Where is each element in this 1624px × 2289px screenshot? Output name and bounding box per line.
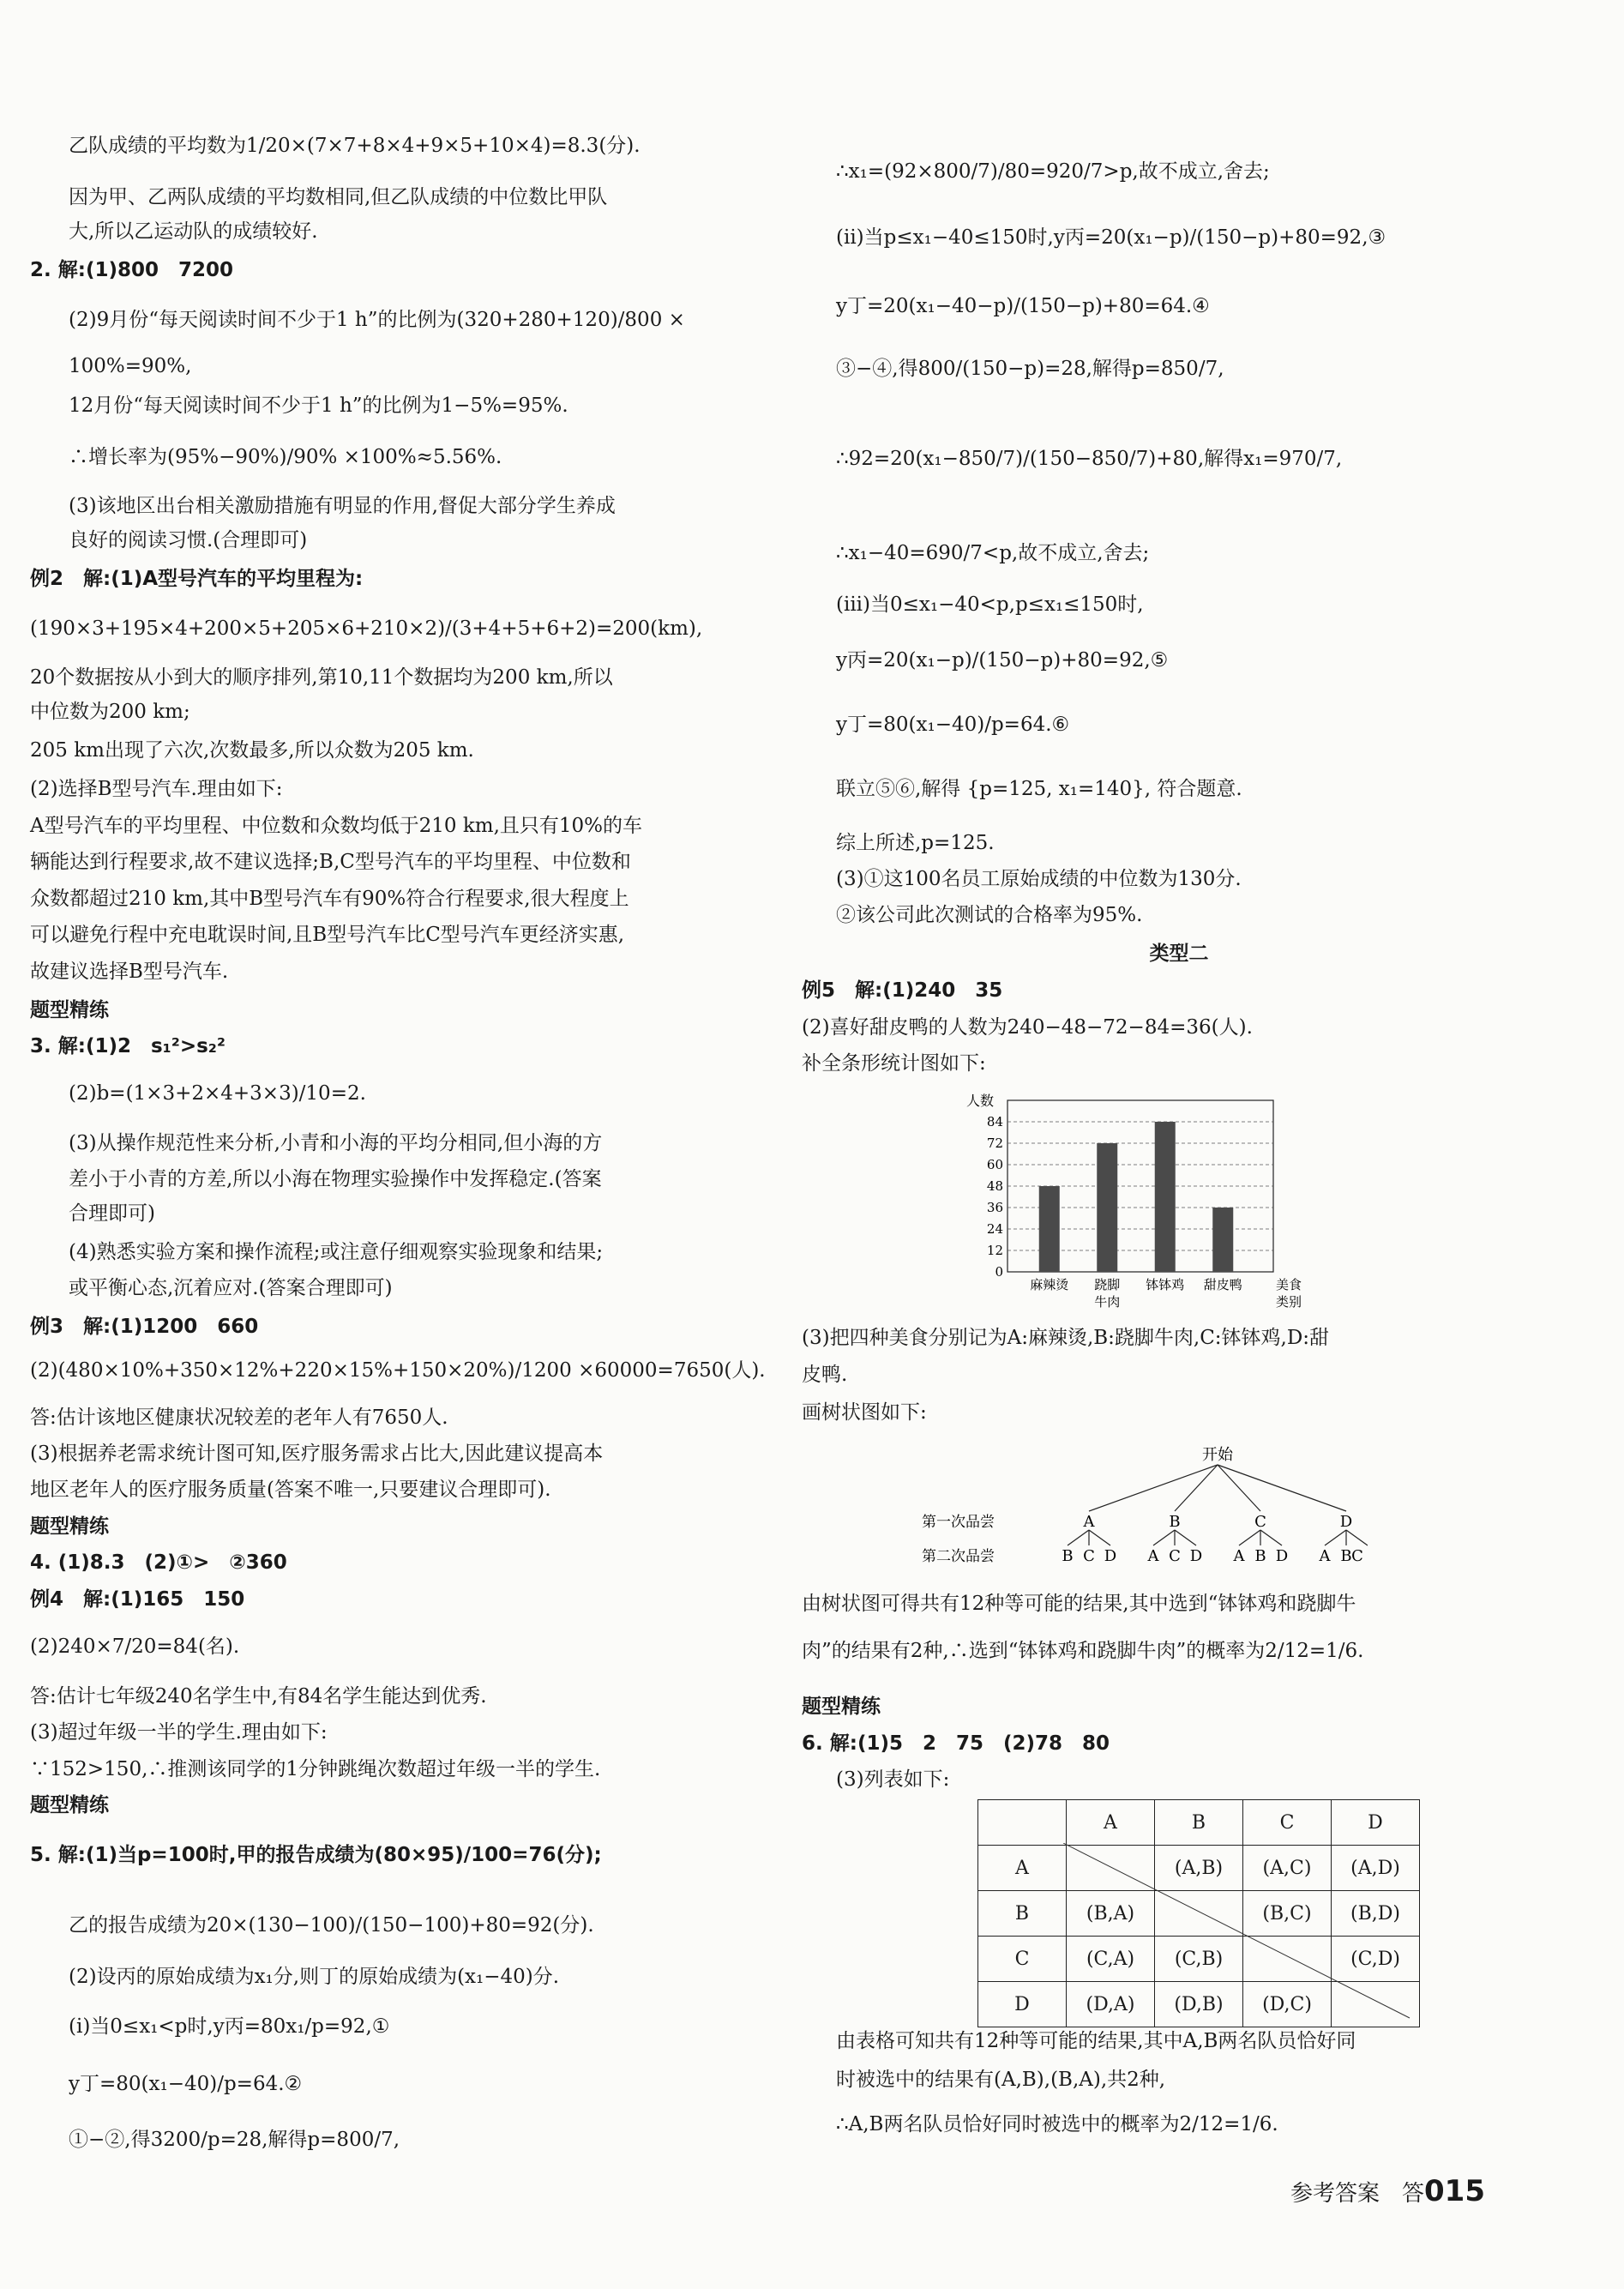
text-line: (2)240×7/20=84(名).: [30, 1635, 240, 1658]
y-axis-label: 人数: [966, 1093, 995, 1109]
problem-5-heading: 5. 解:(1)当p=100时,甲的报告成绩为(80×95)/100=76(分);: [30, 1844, 602, 1866]
problem-4-heading: 4. (1)8.3 (2)①> ②360: [30, 1551, 287, 1574]
x-tick-label: 甜皮鸭: [1203, 1277, 1242, 1292]
text-line: ∴增长率为(95%−90%)/90% ×100%≈5.56%.: [69, 446, 502, 468]
text-line: 12月份“每天阅读时间不少于1 h”的比例为1−5%=95%.: [69, 395, 568, 417]
text-line: 答:估计七年级240名学生中,有84名学生能达到优秀.: [30, 1685, 487, 1708]
bar: [1155, 1122, 1176, 1272]
text-line: (iii)当0≤x₁−40<p,p≤x₁≤150时,: [836, 593, 1144, 616]
section-heading: 题型精练: [30, 1794, 109, 1816]
tree-leaf: A: [1233, 1547, 1245, 1565]
text-line: ②该公司此次测试的合格率为95%.: [836, 904, 1143, 926]
text-line: 乙队成绩的平均数为1/20×(7×7+8×4+9×5+10×4)=8.3(分).: [69, 135, 641, 157]
text-line: (3)根据养老需求统计图可知,医疗服务需求占比大,因此建议提高本: [30, 1443, 604, 1465]
x-axis-label: 美食: [1275, 1277, 1302, 1292]
text-line: (2)喜好甜皮鸭的人数为240−48−72−84=36(人).: [802, 1016, 1253, 1039]
table-row-label: B: [978, 1891, 1067, 1937]
y-tick-label: 0: [995, 1264, 1003, 1280]
tree-leaf: C: [1083, 1547, 1095, 1565]
text-line: 故建议选择B型号汽车.: [30, 961, 229, 983]
table-cell: (D,A): [1067, 1982, 1155, 2027]
text-line: 良好的阅读习惯.(合理即可): [69, 529, 308, 551]
text-line: 差小于小青的方差,所以小海在物理实验操作中发挥稳定.(答案: [69, 1168, 602, 1190]
text-line: (2)9月份“每天阅读时间不少于1 h”的比例为(320+280+120)/800 ×: [69, 309, 685, 331]
bar: [1097, 1143, 1117, 1272]
tree-leaf: C: [1351, 1547, 1363, 1565]
text-line: 大,所以乙运动队的成绩较好.: [69, 220, 318, 243]
y-tick-label: 72: [986, 1135, 1003, 1151]
table-cell: (A,D): [1332, 1846, 1420, 1891]
table-header: D: [1332, 1800, 1420, 1846]
tree-root: 开始: [1202, 1446, 1233, 1464]
table-cell: (D,C): [1243, 1982, 1332, 2027]
table-header: C: [1243, 1800, 1332, 1846]
text-line: (4)熟悉实验方案和操作流程;或注意仔细观察实验现象和结果;: [69, 1241, 604, 1263]
text-line: ∵152>150,∴推测该同学的1分钟跳绳次数超过年级一半的学生.: [30, 1758, 601, 1780]
table-cell: (C,B): [1155, 1937, 1243, 1982]
text-line: 可以避免行程中充电耽误时间,且B型号汽车比C型号汽车更经济实惠,: [30, 924, 625, 946]
tree-node: C: [1254, 1513, 1266, 1531]
tree-level2-label: 第二次品尝: [922, 1548, 995, 1565]
text-line: (i)当0≤x₁<p时,y丙=80x₁/p=92,①: [69, 2015, 390, 2038]
text-line: 中位数为200 km;: [30, 701, 190, 723]
text-line: y丁=80(x₁−40)/p=64.⑥: [836, 714, 1070, 736]
text-line: 205 km出现了六次,次数最多,所以众数为205 km.: [30, 739, 474, 762]
bar: [1039, 1186, 1060, 1272]
tree-diagram: [922, 1441, 1368, 1578]
text-line: 综上所述,p=125.: [836, 832, 995, 854]
table-cell: (C,A): [1067, 1937, 1155, 1982]
text-line: 联立⑤⑥,解得 {p=125, x₁=140}, 符合题意.: [836, 778, 1242, 800]
x-tick-label: 钵钵鸡: [1146, 1277, 1185, 1292]
table-header: A: [1067, 1800, 1155, 1846]
text-line: y丙=20(x₁−p)/(150−p)+80=92,⑤: [836, 649, 1169, 672]
table-cell: (D,B): [1155, 1982, 1243, 2027]
table-cell: (B,A): [1067, 1891, 1155, 1937]
tree-leaf: D: [1275, 1547, 1289, 1565]
tree-leaf: A: [1147, 1547, 1159, 1565]
tree-leaf: A: [1319, 1547, 1331, 1565]
tree-leaf: B: [1254, 1547, 1266, 1565]
table-corner: [978, 1800, 1067, 1846]
problem-6-heading: 6. 解:(1)5 2 75 (2)78 80: [802, 1732, 1110, 1755]
section-heading: 题型精练: [30, 999, 109, 1021]
text-line: y丁=80(x₁−40)/p=64.②: [69, 2073, 303, 2095]
text-line: y丁=20(x₁−40−p)/(150−p)+80=64.④: [836, 295, 1210, 317]
text-line: (3)从操作规范性来分析,小青和小海的平均分相同,但小海的方: [69, 1132, 603, 1154]
tree-leaf: C: [1169, 1547, 1181, 1565]
text-line: (3)该地区出台相关激励措施有明显的作用,督促大部分学生养成: [69, 495, 616, 517]
tree-leaf: B: [1062, 1547, 1074, 1565]
text-line: 由树状图可得共有12种等可能的结果,其中选到“钵钵鸡和跷脚牛: [802, 1593, 1356, 1615]
tree-node: D: [1339, 1513, 1353, 1531]
type-2-heading: 类型二: [1149, 943, 1209, 965]
text-line: ①−②,得3200/p=28,解得p=800/7,: [69, 2129, 400, 2151]
page-number: 015: [1424, 2174, 1485, 2208]
text-line: 地区老年人的医疗服务质量(答案不唯一,只要建议合理即可).: [30, 1479, 551, 1501]
text-line: 因为甲、乙两队成绩的平均数相同,但乙队成绩的中位数比甲队: [69, 186, 608, 208]
text-line: 补全条形统计图如下:: [802, 1052, 986, 1075]
text-line: 20个数据按从小到大的顺序排列,第10,11个数据均为200 km,所以: [30, 666, 613, 689]
x-tick-label: 麻辣烫: [1030, 1277, 1069, 1292]
text-line: ∴92=20(x₁−850/7)/(150−850/7)+80,解得x₁=970/7,: [836, 448, 1343, 470]
problem-3-heading: 3. 解:(1)2 s₁²>s₂²: [30, 1035, 226, 1057]
text-line: 肉”的结果有2种,∴选到“钵钵鸡和跷脚牛肉”的概率为2/12=1/6.: [802, 1640, 1364, 1662]
tree-leaf: D: [1104, 1547, 1117, 1565]
text-line: 由表格可知共有12种等可能的结果,其中A,B两名队员恰好同: [836, 2030, 1356, 2052]
tree-leaf: D: [1189, 1547, 1203, 1565]
x-tick-label: 牛肉: [1094, 1294, 1121, 1310]
x-tick-label: 跷脚: [1094, 1277, 1121, 1292]
table-header: B: [1155, 1800, 1243, 1846]
table-cell: (C,D): [1332, 1937, 1420, 1982]
text-line: (3)把四种美食分别记为A:麻辣烫,B:跷脚牛肉,C:钵钵鸡,D:甜: [802, 1327, 1330, 1349]
table-cell: (A,C): [1243, 1846, 1332, 1891]
footer-label: 参考答案 答: [1290, 2181, 1425, 2207]
text-line: (ii)当p≤x₁−40≤150时,y丙=20(x₁−p)/(150−p)+80=92,③: [836, 226, 1386, 249]
example-4-heading: 例4 解:(1)165 150: [30, 1588, 245, 1611]
x-axis-label: 类别: [1275, 1294, 1302, 1310]
text-line: (2)(480×10%+350×12%+220×15%+150×20%)/1200 ×60000=7650(人).: [30, 1359, 766, 1382]
text-line: 或平衡心态,沉着应对.(答案合理即可): [69, 1277, 393, 1299]
text-line: (3)①这100名员工原始成绩的中位数为130分.: [836, 868, 1242, 890]
text-line: ∴x₁=(92×800/7)/80=920/7>p,故不成立,舍去;: [836, 160, 1270, 183]
text-line: ③−④,得800/(150−p)=28,解得p=850/7,: [836, 358, 1224, 380]
example-5-heading: 例5 解:(1)240 35: [802, 979, 1003, 1002]
section-heading: 题型精练: [802, 1696, 881, 1718]
y-tick-label: 60: [986, 1157, 1003, 1172]
table-cell: (B,D): [1332, 1891, 1420, 1937]
table-row-label: A: [978, 1846, 1067, 1891]
text-line: (2)设丙的原始成绩为x₁分,则丁的原始成绩为(x₁−40)分.: [69, 1966, 560, 1988]
table-cell: (B,C): [1243, 1891, 1332, 1937]
text-line: 辆能达到行程要求,故不建议选择;B,C型号汽车的平均里程、中位数和: [30, 851, 631, 873]
tree-node: A: [1083, 1513, 1095, 1531]
bar-chart: [965, 1085, 1308, 1316]
problem-2-heading: 2. 解:(1)800 7200: [30, 259, 233, 281]
table-cell: (A,B): [1155, 1846, 1243, 1891]
tree-node: B: [1169, 1513, 1181, 1531]
text-line: 答:估计该地区健康状况较差的老年人有7650人.: [30, 1407, 448, 1429]
page-footer: [1290, 2174, 1485, 2208]
table-row-label: D: [978, 1982, 1067, 2027]
text-line: 合理即可): [69, 1202, 155, 1225]
y-tick-label: 24: [986, 1221, 1003, 1237]
text-line: (2)选择B型号汽车.理由如下:: [30, 778, 283, 800]
text-line: (3)超过年级一半的学生.理由如下:: [30, 1721, 328, 1744]
text-line: (2)b=(1×3+2×4+3×3)/10=2.: [69, 1082, 366, 1105]
text-line: ∴x₁−40=690/7<p,故不成立,舍去;: [836, 542, 1150, 564]
text-line: 乙的报告成绩为20×(130−100)/(150−100)+80=92(分).: [69, 1914, 594, 1937]
text-line: 时被选中的结果有(A,B),(B,A),共2种,: [836, 2069, 1166, 2091]
tree-leaf: B: [1340, 1547, 1352, 1565]
bar: [1212, 1208, 1233, 1272]
text-line: (3)列表如下:: [836, 1768, 950, 1791]
section-heading: 题型精练: [30, 1515, 109, 1538]
y-tick-label: 48: [986, 1178, 1003, 1194]
text-line: (190×3+195×4+200×5+205×6+210×2)/(3+4+5+6+2)=200(km),: [30, 617, 703, 640]
table-row-label: C: [978, 1937, 1067, 1982]
example-2-heading: 例2 解:(1)A型号汽车的平均里程为:: [30, 568, 364, 590]
example-3-heading: 例3 解:(1)1200 660: [30, 1316, 259, 1338]
text-line: 画树状图如下:: [802, 1401, 927, 1424]
text-line: 皮鸭.: [802, 1364, 848, 1386]
y-tick-label: 12: [986, 1243, 1003, 1258]
text-line: 众数都超过210 km,其中B型号汽车有90%符合行程要求,很大程度上: [30, 888, 629, 910]
table-diagonal: [1063, 1843, 1410, 2019]
y-tick-label: 36: [986, 1200, 1003, 1215]
text-line: A型号汽车的平均里程、中位数和众数均低于210 km,且只有10%的车: [30, 815, 642, 837]
text-line: ∴A,B两名队员恰好同时被选中的概率为2/12=1/6.: [836, 2113, 1278, 2135]
text-line: 100%=90%,: [69, 355, 192, 377]
y-tick-label: 84: [986, 1114, 1003, 1129]
tree-level1-label: 第一次品尝: [922, 1514, 995, 1531]
